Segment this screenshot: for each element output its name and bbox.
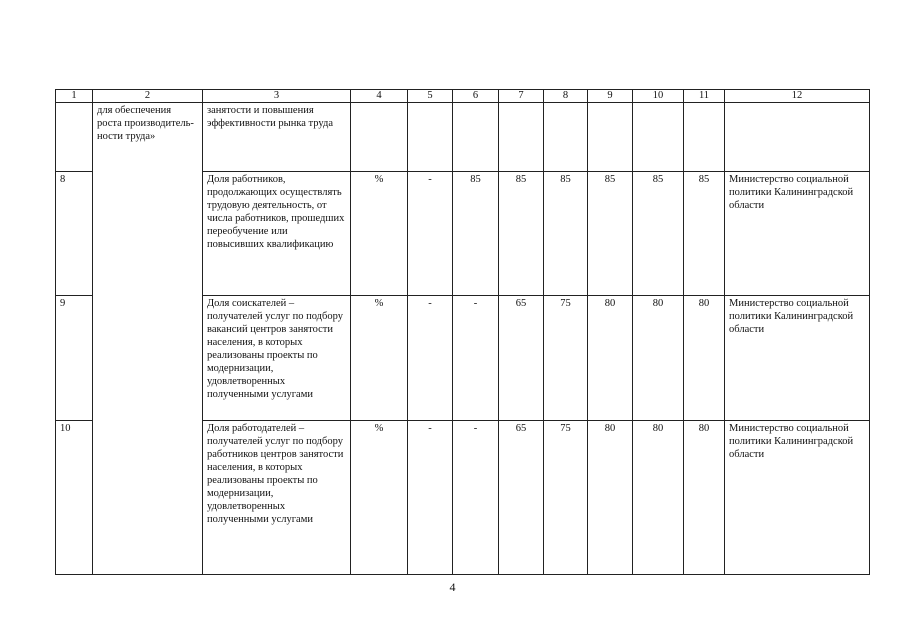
value-cell: 85 (684, 172, 725, 296)
value-cell: - (453, 296, 499, 421)
page-number: 4 (449, 580, 456, 594)
indicator-name: Доля работников, продолжающих осуществлять трудовую деятельность, от числа работников, прошедших переобучение или повысивших квалификацию (203, 172, 351, 296)
value-cell: - (453, 421, 499, 575)
goal-cell: для обеспечения роста производитель-ности труда» (93, 103, 203, 575)
value-cell: - (408, 172, 453, 296)
header-cell: 4 (351, 90, 408, 103)
value-cell: - (408, 296, 453, 421)
table-cell (725, 103, 870, 172)
table-cell (588, 103, 633, 172)
value-cell: 80 (684, 421, 725, 575)
responsible-cell: Министерство социальной политики Калининградской области (725, 296, 870, 421)
table-cell (408, 103, 453, 172)
unit-cell: % (351, 421, 408, 575)
value-cell: 80 (684, 296, 725, 421)
value-cell: 85 (453, 172, 499, 296)
row-number: 8 (56, 172, 93, 296)
value-cell: 85 (499, 172, 544, 296)
header-cell: 3 (203, 90, 351, 103)
unit-cell: % (351, 172, 408, 296)
value-cell: 85 (544, 172, 588, 296)
task-cell: занятости и повышения эффективности рынка труда (203, 103, 351, 172)
unit-cell: % (351, 296, 408, 421)
value-cell: 80 (588, 296, 633, 421)
value-cell: - (408, 421, 453, 575)
value-cell: 80 (633, 421, 684, 575)
table-cell (351, 103, 408, 172)
table-cell (56, 103, 93, 172)
table-cell (499, 103, 544, 172)
value-cell: 75 (544, 296, 588, 421)
table-cell (684, 103, 725, 172)
header-cell: 2 (93, 90, 203, 103)
row-number: 9 (56, 296, 93, 421)
header-cell: 10 (633, 90, 684, 103)
value-cell: 65 (499, 296, 544, 421)
header-cell: 9 (588, 90, 633, 103)
responsible-cell: Министерство социальной политики Калининградской области (725, 421, 870, 575)
header-cell: 11 (684, 90, 725, 103)
table-cell (544, 103, 588, 172)
row-number: 10 (56, 421, 93, 575)
table-cell (453, 103, 499, 172)
header-cell: 1 (56, 90, 93, 103)
indicator-name: Доля соискателей – получателей услуг по подбору вакансий центров занятости населения, в которых реализованы проекты по модернизации, удовлетворенных полученными услугами (203, 296, 351, 421)
value-cell: 85 (633, 172, 684, 296)
value-cell: 80 (588, 421, 633, 575)
indicator-name: Доля работодателей – получателей услуг по подбору работников центров занятости населения, в которых реализованы проекты по модернизации, удовлетворенных полученными услугами (203, 421, 351, 575)
column-number-row (56, 90, 870, 103)
header-cell: 7 (499, 90, 544, 103)
indicators-table (55, 89, 870, 575)
value-cell: 80 (633, 296, 684, 421)
header-cell: 12 (725, 90, 870, 103)
continuation-row (56, 103, 870, 172)
header-cell: 6 (453, 90, 499, 103)
value-cell: 85 (588, 172, 633, 296)
table-cell (633, 103, 684, 172)
value-cell: 65 (499, 421, 544, 575)
header-cell: 8 (544, 90, 588, 103)
header-cell: 5 (408, 90, 453, 103)
value-cell: 75 (544, 421, 588, 575)
responsible-cell: Министерство социальной политики Калининградской области (725, 172, 870, 296)
